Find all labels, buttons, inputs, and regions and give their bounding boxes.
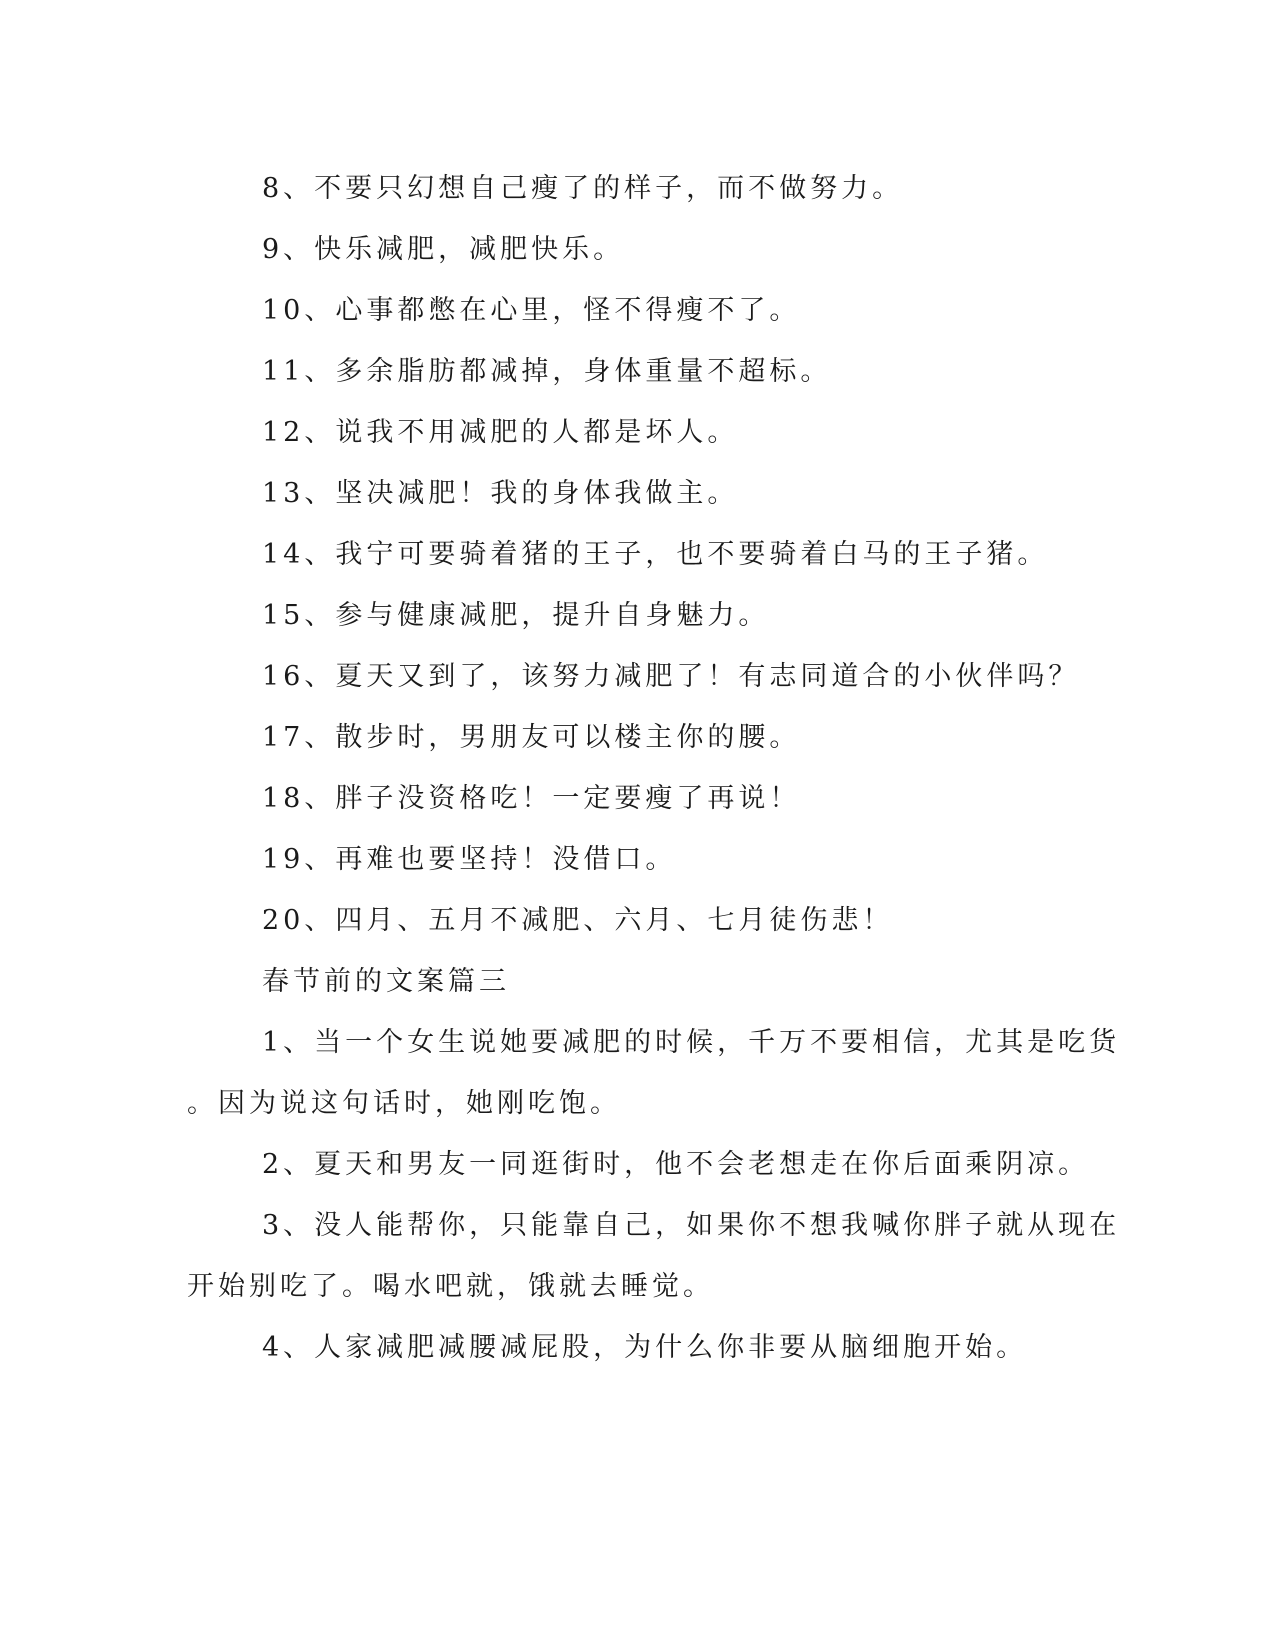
list-item: 12、说我不用减肥的人都是坏人。 — [262, 417, 739, 448]
list-item: 8、不要只幻想自己瘦了的样子，而不做努力。 — [262, 173, 904, 204]
paragraph-line: 开始别吃了。喝水吧就，饿就去睡觉。 — [187, 1271, 714, 1302]
list-item: 20、四月、五月不减肥、六月、七月徒伤悲！ — [262, 905, 894, 936]
paragraph-line: 1、当一个女生说她要减肥的时候，千万不要相信，尤其是吃货 — [262, 1027, 1121, 1058]
list-item: 15、参与健康减肥，提升自身魅力。 — [262, 600, 770, 631]
paragraph-line: 。因为说这句话时，她刚吃饱。 — [187, 1088, 621, 1119]
list-item: 13、坚决减肥！我的身体我做主。 — [262, 478, 739, 509]
list-item: 11、多余脂肪都减掉，身体重量不超标。 — [262, 356, 832, 387]
list-item: 18、胖子没资格吃！一定要瘦了再说！ — [262, 783, 801, 814]
paragraph-line: 3、没人能帮你，只能靠自己，如果你不想我喊你胖子就从现在 — [262, 1210, 1121, 1241]
list-item: 19、再难也要坚持！没借口。 — [262, 844, 677, 875]
paragraph-line: 2、夏天和男友一同逛街时，他不会老想走在你后面乘阴凉。 — [262, 1149, 1090, 1180]
document-body — [187, 158, 1121, 1378]
list-item: 9、快乐减肥，减肥快乐。 — [262, 234, 625, 265]
list-item: 17、散步时，男朋友可以楼主你的腰。 — [262, 722, 801, 753]
paragraph-line: 4、人家减肥减腰减屁股，为什么你非要从脑细胞开始。 — [262, 1332, 1028, 1363]
section-title: 春节前的文案篇三 — [262, 966, 510, 997]
list-item: 14、我宁可要骑着猪的王子，也不要骑着白马的王子猪。 — [262, 539, 1049, 570]
list-item: 16、夏天又到了，该努力减肥了！有志同道合的小伙伴吗？ — [262, 661, 1080, 692]
list-item: 10、心事都憋在心里，怪不得瘦不了。 — [262, 295, 801, 326]
